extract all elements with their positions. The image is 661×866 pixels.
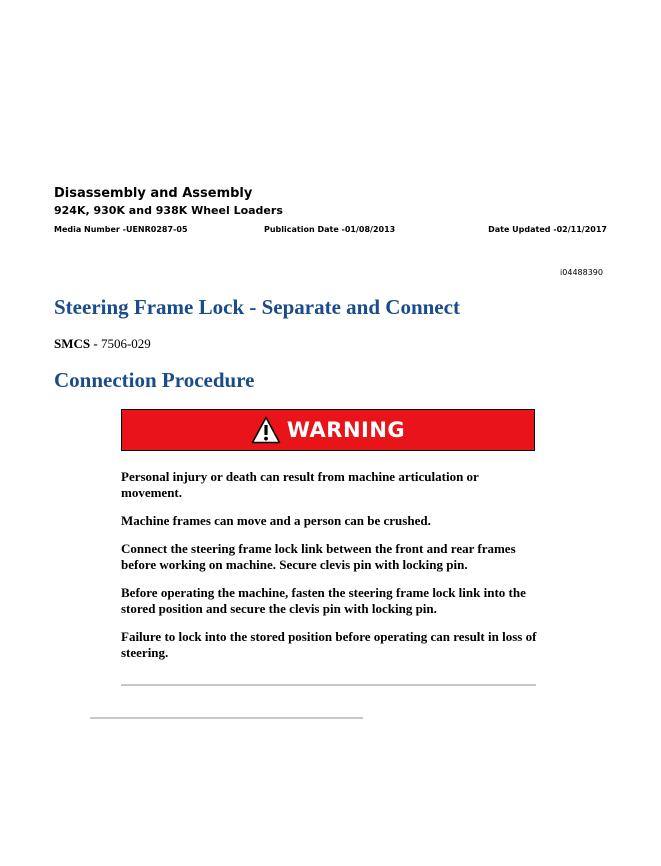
warning-divider [121, 684, 536, 686]
section-title: Connection Procedure [54, 368, 255, 392]
warning-banner [121, 409, 535, 451]
page-title: Steering Frame Lock - Separate and Connect [54, 295, 460, 319]
machine-models: 924K, 930K and 938K Wheel Loaders [54, 204, 283, 217]
publication-date: Publication Date -01/08/2013 [264, 225, 396, 234]
warning-paragraph: Connect the steering frame lock link between the front and rear frames before working on machine. Secure clevis pin with locking pin. [121, 541, 516, 572]
smcs-code [54, 336, 151, 352]
smcs-label: SMCS - [54, 336, 98, 351]
document-type: Disassembly and Assembly [54, 186, 253, 201]
warning-triangle-icon [251, 416, 281, 444]
warning-paragraph: Before operating the machine, fasten the steering frame lock link into the stored position and secure the clevis pin with locking pin. [121, 585, 526, 616]
metadata-row [54, 224, 607, 236]
warning-text-block [121, 469, 539, 673]
media-number: Media Number -UENR0287-05 [54, 225, 188, 234]
warning-paragraph: Machine frames can move and a person can be crushed. [121, 513, 431, 528]
smcs-value: 7506-029 [100, 336, 151, 351]
warning-label: WARNING [286, 418, 406, 442]
warning-paragraph: Personal injury or death can result from machine articulation or movement. [121, 469, 479, 500]
document-header [54, 185, 607, 236]
footer-divider [90, 717, 363, 719]
warning-paragraph: Failure to lock into the stored position before operating can result in loss of steering. [121, 629, 537, 660]
date-updated: Date Updated -02/11/2017 [488, 225, 607, 234]
document-id: i04488390 [560, 268, 603, 277]
